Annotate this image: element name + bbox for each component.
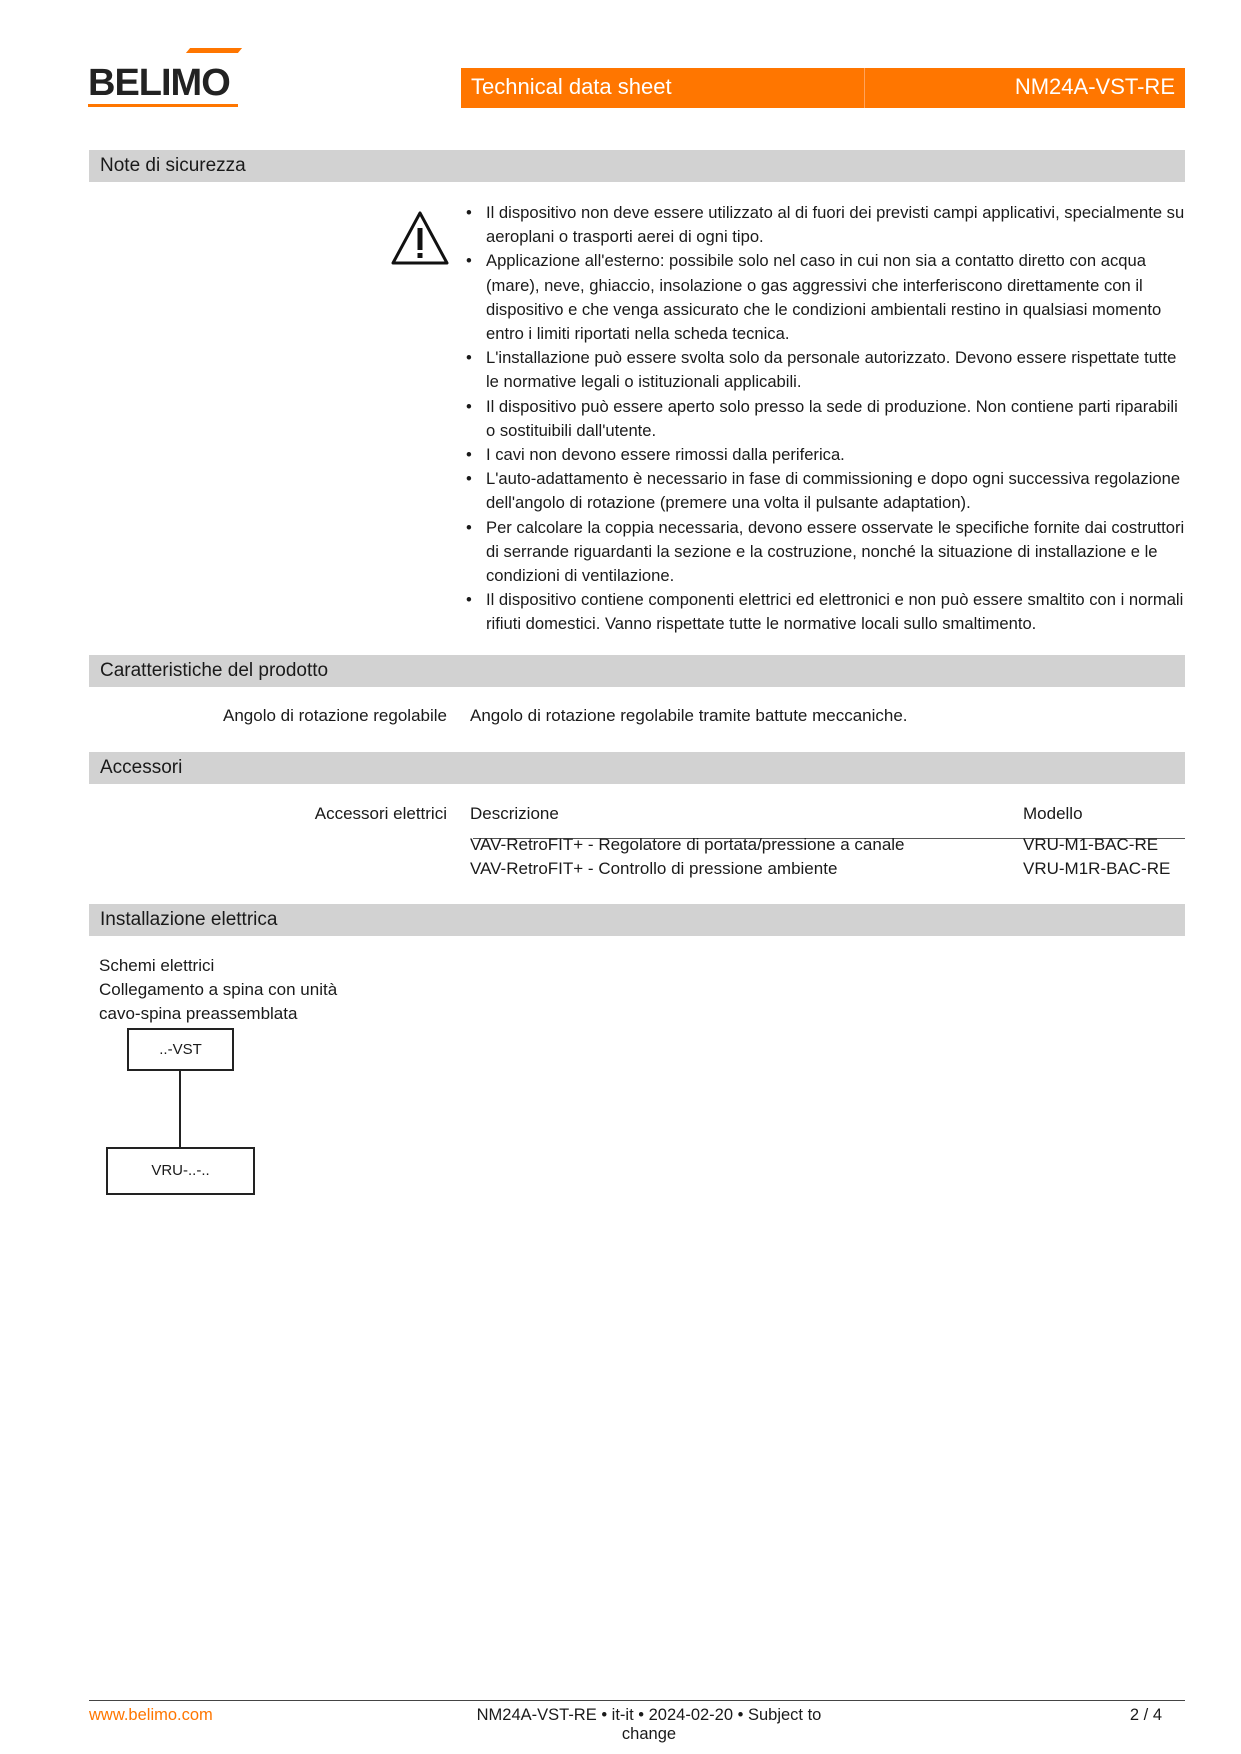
- belimo-logo: [88, 46, 240, 108]
- connection-line: [179, 1071, 181, 1147]
- section-title: Caratteristiche del prodotto: [100, 660, 329, 681]
- footer-divider: [89, 1700, 1185, 1701]
- title-bar: [461, 68, 1185, 108]
- logo-text: BELIMO: [88, 62, 230, 104]
- column-header-description: Descrizione: [470, 804, 559, 823]
- row-description: VAV-RetroFIT+ - Controllo di pressione ambiente: [470, 859, 838, 878]
- list-item: • Il dispositivo non deve essere utilizzato al di fuori dei previsti campi applicativi, specialmente su aeroplani o trasporti aerei di ogni tipo.: [466, 201, 1186, 249]
- feature-label: Angolo di rotazione regolabile: [223, 706, 447, 725]
- wiring-diagrams-title: Schemi elettrici: [99, 956, 215, 975]
- list-item: • Per calcolare la coppia necessaria, devono essere osservate le specifiche fornite dai costruttori di serrande riguardanti la sezione e la costruzione, nonché la situazione di installazione e le condizioni di ventilazione.: [466, 516, 1186, 589]
- document-title: Technical data sheet: [471, 74, 672, 99]
- list-item: • Il dispositivo contiene componenti elettrici ed elettronici e non può essere smaltito con i normali rifiuti domestici. Vanno rispettate tutte le normative locali sullo smaltimento.: [466, 588, 1186, 636]
- table-row: [470, 835, 1010, 855]
- list-item: • Il dispositivo può essere aperto solo presso la sede di produzione. Non contiene parti riparabili o sostituibili dall'utente.: [466, 395, 1186, 443]
- list-item: • L'auto-adattamento è necessario in fase di commissioning e dopo ogni successiva regolazione dell'angolo di rotazione (premere una volta il pulsante adaptation).: [466, 467, 1186, 515]
- footer-info: NM24A-VST-RE • it-it • 2024-02-20 • Subject to change: [476, 1706, 822, 1743]
- diagram-box-actuator: [127, 1028, 234, 1071]
- accessories-label: Accessori elettrici: [314, 804, 447, 823]
- page-number: 2 / 4: [1129, 1706, 1162, 1724]
- wiring-text-line2: cavo-spina preassemblata: [99, 1004, 298, 1023]
- section-title: Installazione elettrica: [100, 909, 278, 930]
- row-model: VRU-M1R-BAC-RE: [1023, 859, 1171, 878]
- row-description: VAV-RetroFIT+ - Regolatore di portata/pressione a canale: [470, 835, 905, 854]
- list-item: • I cavi non devono essere rimossi dalla periferica.: [466, 443, 1186, 467]
- section-header-electrical: [89, 904, 1185, 936]
- feature-value: Angolo di rotazione regolabile tramite battute meccaniche.: [470, 706, 908, 725]
- section-title: Accessori: [100, 757, 183, 778]
- section-title: Note di sicurezza: [100, 155, 246, 176]
- section-header-safety: [89, 150, 1185, 182]
- list-item: • Applicazione all'esterno: possibile solo nel caso in cui non sia a contatto diretto con acqua (mare), neve, ghiaccio, insolazione o gas aggressivi che interferiscono direttamente con il dispositivo e che venga assicurato che le condizioni ambientali restino in qualsiasi momento entro i limiti riportati nella scheda tecnica.: [466, 249, 1186, 346]
- table-row: [470, 859, 1010, 879]
- section-header-accessories: [89, 752, 1185, 784]
- wiring-text-line1: Collegamento a spina con unità: [99, 980, 338, 999]
- box-label: ..-VST: [159, 1041, 202, 1058]
- warning-triangle-icon: [390, 210, 450, 266]
- website-link[interactable]: www.belimo.com: [89, 1706, 213, 1724]
- safety-notes-list: [466, 201, 1186, 637]
- list-item: • L'installazione può essere svolta solo da personale autorizzato. Devono essere rispettate tutte le normative legali o istituzionali applicabili.: [466, 346, 1186, 394]
- box-label: VRU-..-..: [151, 1162, 210, 1179]
- column-header-model: Modello: [1023, 804, 1083, 823]
- model-number: NM24A-VST-RE: [1014, 74, 1175, 99]
- section-header-product: [89, 655, 1185, 687]
- diagram-box-vru: [106, 1147, 255, 1195]
- row-model: VRU-M1-BAC-RE: [1023, 835, 1159, 854]
